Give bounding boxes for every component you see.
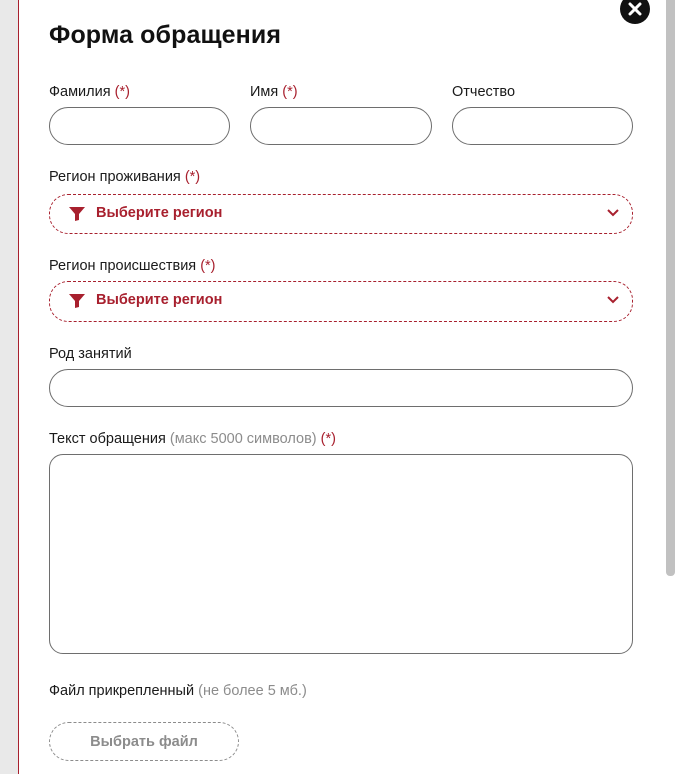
last-name-field[interactable] [49,107,230,145]
incident-region-label-text: Регион происшествия [49,258,197,274]
first-name-field[interactable] [250,107,432,145]
choose-file-button[interactable]: Выбрать файл [49,722,239,761]
attachment-label-text: Файл прикрепленный [49,683,195,699]
first-name-label-text: Имя [250,84,279,100]
last-name-label-text: Фамилия [49,84,111,100]
filter-icon [69,294,85,308]
close-icon [628,2,642,16]
occupation-label-text: Род занятий [49,346,132,362]
required-marker: (*) [282,84,298,100]
first-name-label [250,84,298,100]
required-marker: (*) [200,258,216,274]
residence-region-label-text: Регион проживания [49,169,181,185]
form-title: Форма обращения [49,21,282,49]
patronymic-label [452,84,515,100]
incident-region-selected: Выберите регион [96,292,223,308]
message-textarea[interactable] [49,454,633,654]
required-marker: (*) [114,84,130,100]
message-hint: (макс 5000 символов) [169,431,317,447]
message-label [49,431,336,447]
attachment-label [49,683,307,699]
attachment-hint: (не более 5 мб.) [198,683,307,699]
occupation-field[interactable] [49,369,633,407]
residence-region-selected: Выберите регион [96,205,223,221]
incident-region-select[interactable] [49,281,633,322]
residence-region-select[interactable] [49,194,633,234]
residence-region-label [49,169,200,185]
patronymic-label-text: Отчество [452,84,516,100]
incident-region-label [49,258,216,274]
chevron-down-icon [607,209,619,217]
scrollbar-thumb[interactable] [666,0,675,576]
patronymic-field[interactable] [452,107,633,145]
chevron-down-icon [607,296,619,304]
required-marker: (*) [184,169,201,185]
filter-icon [69,207,85,221]
required-marker: (*) [320,431,336,447]
last-name-label [49,84,130,100]
occupation-label [49,346,132,362]
message-label-text: Текст обращения [49,431,166,447]
